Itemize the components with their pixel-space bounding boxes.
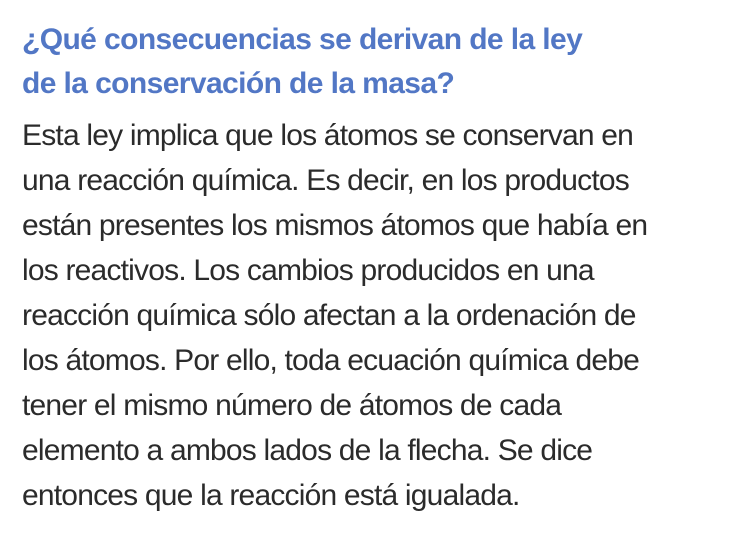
body-line: tener el mismo número de átomos de cada: [22, 389, 562, 422]
body-line: reacción química sólo afectan a la ordenación de: [22, 299, 636, 332]
body-line: una reacción química. Es decir, en los productos: [22, 164, 629, 197]
body-line: están presentes los mismos átomos que había en: [22, 209, 648, 242]
body-line: los átomos. Por ello, toda ecuación química debe: [22, 344, 639, 377]
question-heading: [22, 18, 713, 106]
body-line: elemento a ambos lados de la flecha. Se dice: [22, 434, 593, 467]
body-line: entonces que la reacción está igualada.: [22, 479, 520, 512]
body-line: Esta ley implica que los átomos se conservan en: [22, 119, 634, 152]
heading-line: de la conservación de la masa?: [22, 67, 455, 100]
body-line: los reactivos. Los cambios producidos en una: [22, 254, 594, 287]
body-paragraph: [22, 113, 713, 518]
heading-line: ¿Qué consecuencias se derivan de la ley: [22, 23, 583, 56]
